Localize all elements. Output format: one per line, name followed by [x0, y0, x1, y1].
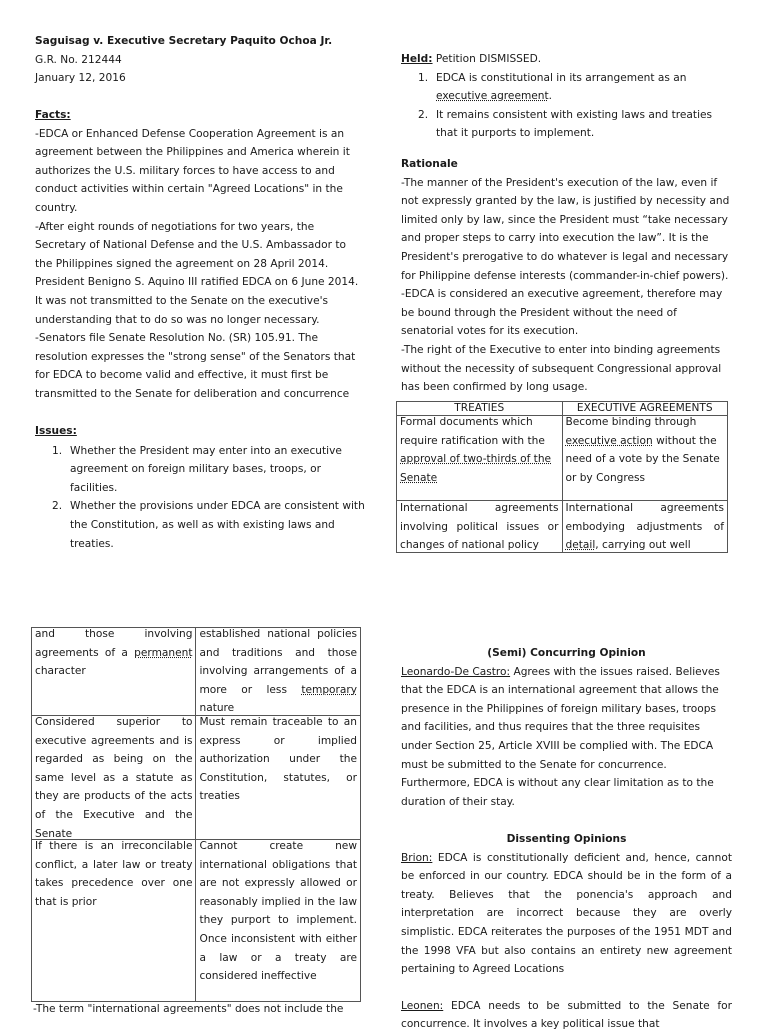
justice-name: Leonen:	[401, 999, 444, 1012]
concurring-heading: (Semi) Concurring Opinion	[487, 647, 646, 659]
dissent-paragraph: Brion: EDCA is constitutionally deficient and, hence, cannot be enforced in our country. EDCA should be in the form of a treaty. Believes that the ponencia's approach and interpretation are incorrect because they are overly simplistic. EDCA reiterates the purposes of the 1951 MDT and the 1998 VFA but also contains an entirety new agreement pertaining to Agreed Locations	[401, 851, 732, 976]
treaties-cell: If there is an irreconcilable conflict, a later law or treaty takes precedence over one that is prior	[32, 840, 196, 1002]
justice-name: Leonardo-De Castro:	[401, 665, 511, 678]
exec-agreement-cell: Become binding through executive action without the need of a vote by the Senate or by Congress	[562, 416, 728, 501]
held-item: 2. It remains consistent with existing laws and treaties that it purports to implement.	[418, 108, 713, 140]
treaties-cell: and those involving agreements of a permanent character	[32, 628, 196, 716]
concurring-paragraph: Leonardo-De Castro: Agrees with the issues raised. Believes that the EDCA is an international agreement that allows the presence in the Philippines of foreign military bases, troops and facilities, and thus requires that the three requisites under Section 25, Article XVIII be complied with. The EDCA must be submitted to the Senate for concurrence. Furthermore, EDCA is without any clear limitation as to the duration of their stay.	[401, 665, 720, 808]
held-list	[418, 69, 731, 143]
facts-paragraph: -After eight rounds of negotiations for two years, the Secretary of National Defense and the U.S. Ambassador to the Philippines signed the agreement on 28 April 2014. President Benigno S. Aquino III ratified EDCA on 6 June 2014. It was not transmitted to the Senate on the executive's understanding that to do so was no longer necessary.	[35, 220, 359, 326]
gr-number: G.R. No. 212444	[35, 53, 122, 66]
rationale-heading: Rationale	[401, 158, 458, 170]
case-header	[35, 32, 365, 88]
treaties-cell: International agreements involving political issues or changes of national policy	[397, 501, 563, 553]
case-title: Saguisag v. Executive Secretary Paquito Ochoa Jr.	[35, 35, 333, 47]
table-row	[32, 716, 361, 840]
facts-section	[35, 106, 365, 404]
table-row	[397, 416, 728, 501]
exec-agreements-header: EXECUTIVE AGREEMENTS	[562, 402, 728, 416]
held-label: Held:	[401, 53, 433, 65]
issue-item: 1. Whether the President may enter into an executive agreement on foreign military bases, troops, or facilities.	[52, 444, 342, 494]
exec-agreement-cell: established national policies and traditions and those involving arrangements of a more or less temporary nature	[196, 628, 361, 716]
issue-text: Whether the President may enter into an executive agreement on foreign military bases, troops, or facilities.	[70, 444, 342, 494]
facts-paragraph: -Senators file Senate Resolution No. (SR) 105.91. The resolution expresses the "strong sense" of the Senators that for EDCA to become valid and effective, it must first be transmitted to the Senate for deliberation and concurrence	[35, 332, 356, 400]
rationale-paragraph: -The right of the Executive to enter into binding agreements without the necessity of subsequent Congressional approval has been confirmed by long usage.	[401, 343, 722, 394]
rationale-paragraph: -The manner of the President's execution of the law, even if not expressly granted by the law, is justified by necessity and limited only by law, since the President must “take necessary and proper steps to carry into execution the law”. It is the President's prerogative to do whatever is legal and necessary for Philippine defense interests (commander-in-chief powers).	[401, 176, 730, 282]
rationale-section	[401, 155, 731, 397]
bottom-note: -The term "international agreements" does not include the	[33, 1003, 344, 1015]
exec-agreement-cell: Cannot create new international obligations that are not expressly allowed or reasonably implied in the law they purport to implement. Once inconsistent with either a law or a treaty are considered ineffective	[196, 840, 361, 1002]
exec-agreement-cell: Must remain traceable to an express or implied authorization under the Constitution, statutes, or treaties	[196, 716, 361, 840]
issues-list	[52, 442, 365, 554]
concurring-section	[401, 644, 732, 811]
table-row	[32, 628, 361, 716]
issue-text: Whether the provisions under EDCA are consistent with the Constitution, as well as with existing laws and treaties.	[70, 500, 365, 550]
rationale-paragraph: -EDCA is considered an executive agreement, therefore may be bound through the President without the need of senatorial votes for its execution.	[401, 288, 723, 338]
dissent-paragraph: Leonen: EDCA needs to be submitted to the Senate for concurrence. It involves a key political issue that	[401, 999, 732, 1031]
held-text: Petition DISMISSED.	[432, 53, 542, 65]
issue-item: 2. Whether the provisions under EDCA are consistent with the Constitution, as well as with existing laws and treaties.	[52, 500, 365, 550]
decision-date: January 12, 2016	[35, 72, 126, 85]
treaties-cell: Considered superior to executive agreements and is regarded as being on the same level as a statute as they are products of the acts of the Executive and the Senate	[32, 716, 196, 840]
treaties-cell: Formal documents which require ratification with the approval of two-thirds of the Senate	[397, 416, 563, 501]
exec-agreement-cell: International agreements embodying adjustments of detail, carrying out well	[562, 501, 728, 553]
issues-section	[35, 422, 365, 553]
table-row	[32, 840, 361, 1002]
treaties-header: TREATIES	[397, 402, 563, 416]
comparison-table-continued	[31, 627, 361, 1002]
table-row	[397, 501, 728, 553]
facts-paragraph: -EDCA or Enhanced Defense Cooperation Agreement is an agreement between the Philippines and America wherein it authorizes the U.S. military forces to have access to and conduct activities within certain "Agreed Locations" in the country.	[35, 127, 350, 214]
dissenting-section	[401, 830, 732, 1031]
facts-heading: Facts:	[35, 109, 71, 121]
held-section	[401, 50, 731, 143]
issues-heading: Issues:	[35, 425, 77, 437]
held-item: 1. EDCA is constitutional in its arrangement as an executive agreement.	[418, 71, 687, 103]
justice-name: Brion:	[401, 851, 433, 864]
dissenting-heading: Dissenting Opinions	[506, 833, 627, 845]
comparison-table	[396, 401, 728, 553]
